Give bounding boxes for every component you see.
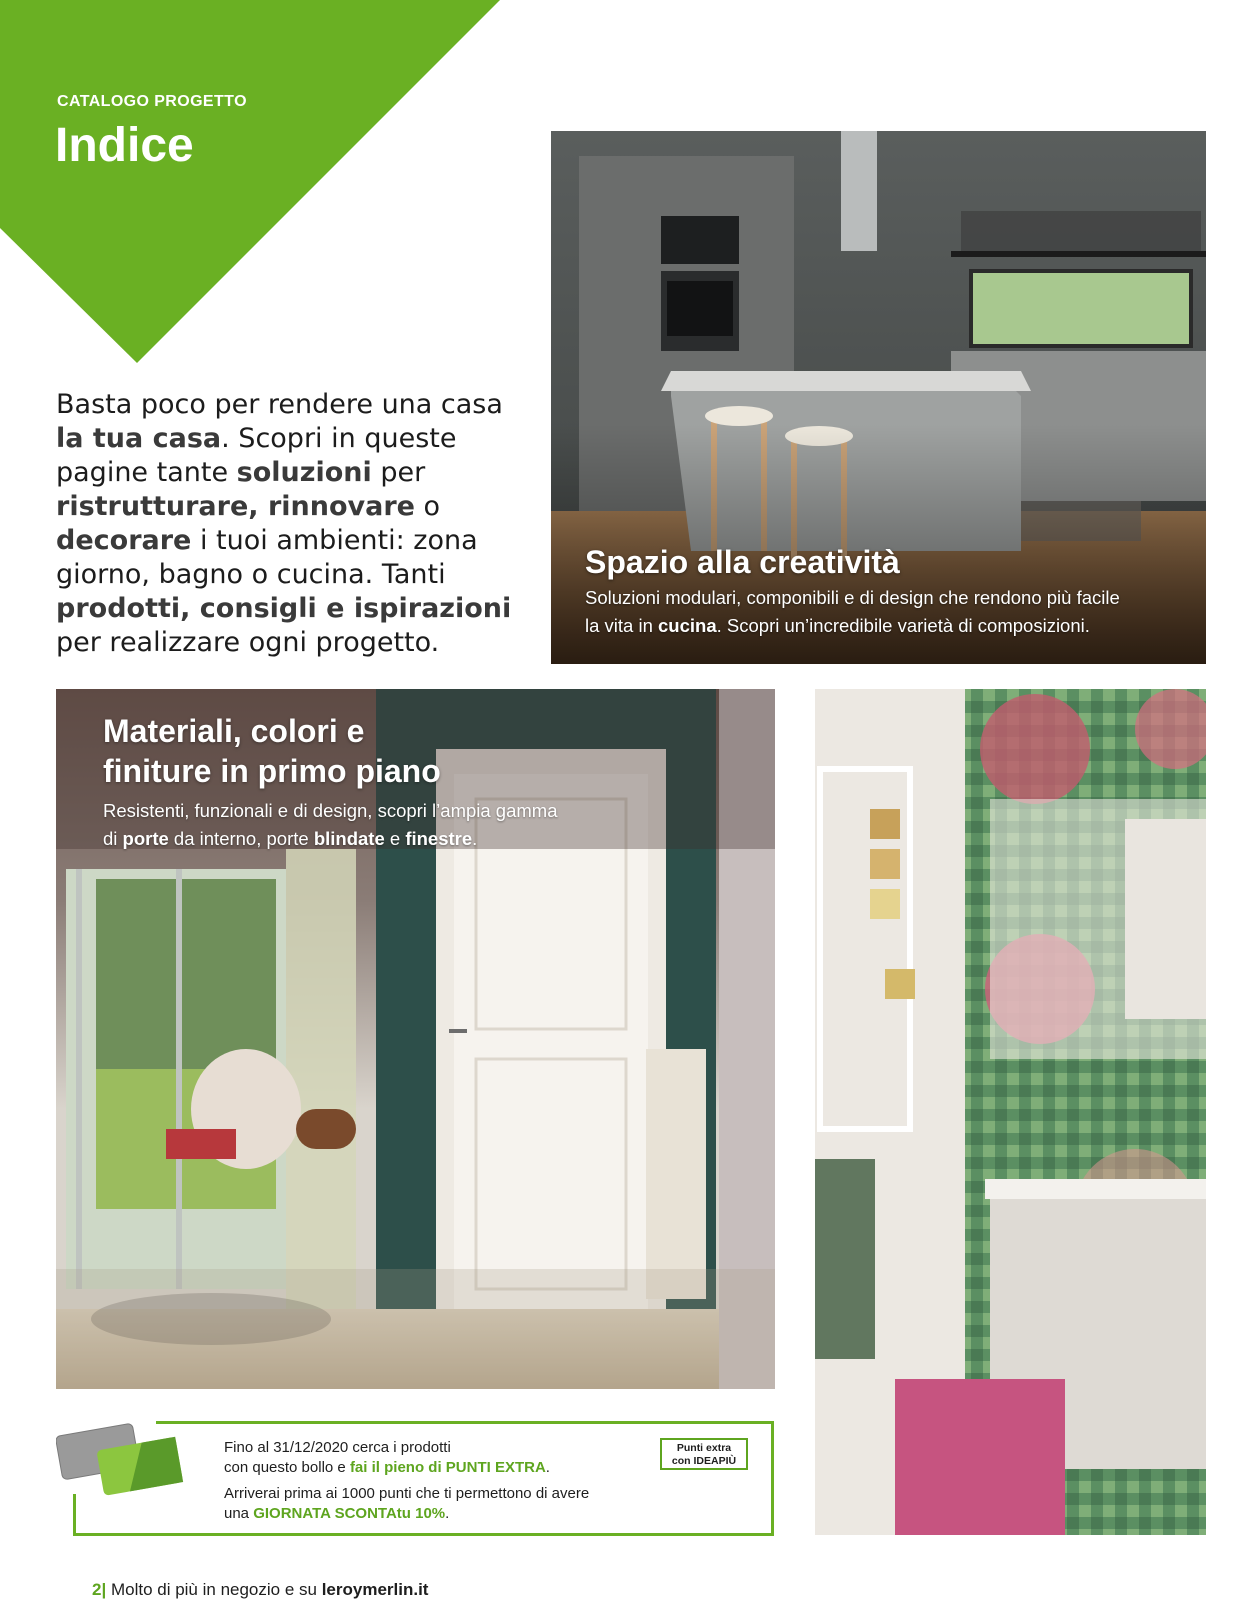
intro-segment: . Scopri in queste pagine tante: [56, 423, 457, 488]
kitchen-desc-c: . Scopri un’incredibile varietà di composizioni.: [716, 615, 1090, 636]
page-number: 2: [92, 1580, 102, 1599]
doors-desc-e: e: [384, 828, 406, 849]
punti-extra-badge: [660, 1438, 748, 1470]
intro-segment: per realizzare ogni progetto.: [56, 627, 440, 658]
intro-paragraph: [56, 388, 536, 660]
kitchen-desc-a: la vita in: [585, 615, 659, 636]
intro-segment: decorare: [56, 525, 192, 556]
footer-separator: |: [101, 1580, 107, 1599]
doors-desc-finestre: finestre: [405, 828, 473, 849]
promo-line-2a: con questo bollo e: [224, 1458, 350, 1476]
promo-highlight-punti: fai il pieno di PUNTI EXTRA: [349, 1458, 546, 1476]
doors-caption-title: [103, 711, 558, 791]
doors-caption-text: [103, 797, 558, 853]
intro-segment: o: [414, 491, 441, 522]
kitchen-caption-title: Spazio alla creatività: [585, 544, 900, 580]
green-corner-banner: [0, 0, 500, 365]
kitchen-caption: [585, 543, 1120, 640]
doors-desc-a: di: [103, 828, 123, 849]
intro-segment: la tua casa: [56, 423, 222, 454]
footer-site-link[interactable]: leroymerlin.it: [321, 1580, 429, 1599]
footer-text: Molto di più in negozio e su: [106, 1580, 322, 1599]
kitchen-desc-bold: cucina: [658, 615, 717, 636]
doors-photo[interactable]: [56, 689, 775, 1389]
promo-paragraph-2: [224, 1484, 589, 1523]
kitchen-desc-line-1: Soluzioni modulari, componibili e di design che rendono più facile: [585, 587, 1120, 608]
section-kicker: CATALOGO PROGETTO: [57, 93, 247, 110]
promo-line-4a: una: [224, 1504, 254, 1522]
promo-line-4c: .: [445, 1504, 450, 1522]
kitchen-caption-text: [585, 584, 1120, 640]
promo-line-2c: .: [545, 1458, 550, 1476]
promo-line-1: Fino al 31/12/2020 cerca i prodotti: [224, 1439, 451, 1456]
doors-desc-line-1: Resistenti, funzionali e di design, scopri l’ampia gamma: [103, 800, 558, 821]
intro-segment: Basta poco per rendere una casa: [56, 389, 503, 420]
intro-segment: prodotti, consigli e ispirazioni: [56, 593, 512, 624]
doors-title-line-1: Materiali, colori e: [103, 713, 365, 749]
doors-desc-porte: porte: [122, 828, 169, 849]
badge-line-2: con IDEAPIÙ: [671, 1455, 737, 1467]
promo-line-3: Arriverai prima ai 1000 punti che ti permettono di avere: [224, 1485, 590, 1502]
promo-border-top: [156, 1421, 774, 1424]
intro-segment: ristrutturare, rinnovare: [56, 491, 415, 522]
intro-segment: i tuoi ambienti: zona giorno, bagno o cucina. Tanti: [56, 525, 478, 590]
doors-desc-blindate: blindate: [313, 828, 385, 849]
doors-desc-c: da interno, porte: [168, 828, 314, 849]
doors-desc-g: .: [472, 828, 478, 849]
promo-text: [224, 1438, 589, 1523]
promo-paragraph-1: [224, 1438, 589, 1477]
promo-highlight-giornata: GIORNATA SCONTAtu 10%: [253, 1504, 446, 1522]
doors-title-line-2: finiture in primo piano: [103, 753, 441, 789]
promo-border-left: [73, 1494, 76, 1536]
bathroom-illustration: [815, 689, 1206, 1535]
bathroom-photo[interactable]: [815, 689, 1206, 1535]
doors-caption: [103, 711, 558, 853]
page-title: Indice: [55, 119, 194, 172]
intro-segment: per: [371, 457, 426, 488]
badge-line-1: Punti extra: [676, 1442, 732, 1454]
promo-box: [76, 1424, 774, 1536]
intro-segment: soluzioni: [236, 457, 372, 488]
loyalty-cards-icon: [56, 1418, 186, 1498]
page-footer: [92, 1580, 428, 1600]
kitchen-photo[interactable]: [551, 131, 1206, 664]
